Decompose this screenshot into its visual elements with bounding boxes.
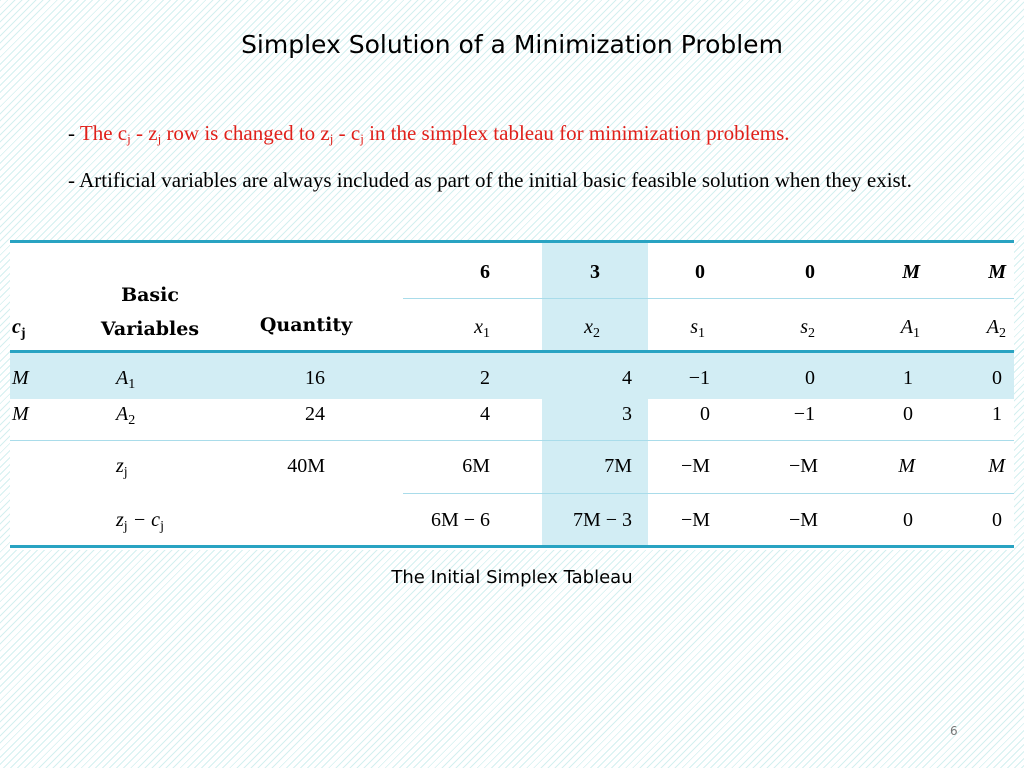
simplex-tableau [10, 240, 1014, 550]
row1-quantity: 16 [305, 367, 325, 389]
row2-quantity: 24 [305, 403, 325, 425]
body-divider [10, 440, 1014, 441]
cost-s2: 0 [805, 261, 815, 283]
zj-x1: 6M [462, 455, 490, 477]
row2-x2: 3 [622, 403, 632, 425]
row1-s1: −1 [688, 367, 710, 389]
header-rule [10, 350, 1014, 353]
cost-x1: 6 [480, 261, 490, 283]
var-A1: $A_1$ [900, 316, 920, 341]
cost-A2: M [988, 261, 1006, 283]
row2-A2: 1 [992, 403, 1002, 425]
var-A2: $A_2$ [986, 316, 1006, 341]
bullet-artificial-variables: - Artificial variables are always included as part of the initial basic feasible solution when they exist. [68, 168, 912, 192]
bottom-rule [10, 545, 1014, 548]
var-x2: $x_2$ [584, 316, 600, 341]
slide-title: Simplex Solution of a Minimization Problem [241, 30, 783, 59]
zj-cj-s2: −M [788, 509, 818, 531]
quantity-header: Quantity [259, 314, 353, 336]
row1-A1: 1 [903, 367, 913, 389]
var-s2: $s_2$ [800, 316, 815, 341]
zj-cj-A2: 0 [992, 509, 1002, 531]
zj-cj-s1: −M [680, 509, 710, 531]
zj-divider [403, 493, 1014, 494]
row2-s2: −1 [793, 403, 815, 425]
row2-basic: $A_2$ [116, 403, 136, 428]
zj-label: $z_j$ [116, 455, 128, 480]
zj-A2: M [988, 455, 1005, 477]
var-s1: $s_1$ [690, 316, 705, 341]
cj-header: $c_j$ [12, 316, 26, 341]
page-number: 6 [950, 724, 958, 738]
tableau-caption: The Initial Simplex Tableau [391, 567, 633, 588]
row2-x1: 4 [480, 403, 490, 425]
zj-cj-x2: 7M − 3 [572, 509, 632, 531]
zj-s2: −M [788, 455, 818, 477]
basic-variables-header: Basic Variables [100, 284, 200, 340]
zj-x2: 7M [604, 455, 632, 477]
row2-s1: 0 [700, 403, 710, 425]
cost-x2: 3 [590, 261, 600, 283]
row1-s2: 0 [805, 367, 815, 389]
bullet-minimization-row [68, 118, 790, 154]
row1-basic: $A_1$ [116, 367, 136, 392]
bullet-dash: - [68, 121, 80, 145]
cost-s1: 0 [695, 261, 705, 283]
zj-quantity: 40M [287, 455, 325, 477]
row1-x2: 4 [622, 367, 632, 389]
header-divider [403, 298, 1014, 299]
bullet-red-text: The $c_j - z_j$ row is changed to $z_j - c_j$ in the simplex tableau for minimization problems. [79, 121, 790, 146]
zj-cj-label: $z_j - c_j$ [116, 509, 164, 534]
cost-A1: M [902, 261, 920, 283]
row1-x1: 2 [480, 367, 490, 389]
zj-cj-x1: 6M − 6 [430, 509, 490, 531]
row1-A2: 0 [992, 367, 1002, 389]
row2-A1: 0 [903, 403, 913, 425]
row1-cj: M [12, 367, 29, 389]
row2-cj: M [12, 403, 29, 425]
zj-s1: −M [680, 455, 710, 477]
zj-A1: M [898, 455, 915, 477]
var-x1: $x_1$ [474, 316, 490, 341]
top-rule [10, 240, 1014, 243]
zj-cj-A1: 0 [903, 509, 913, 531]
